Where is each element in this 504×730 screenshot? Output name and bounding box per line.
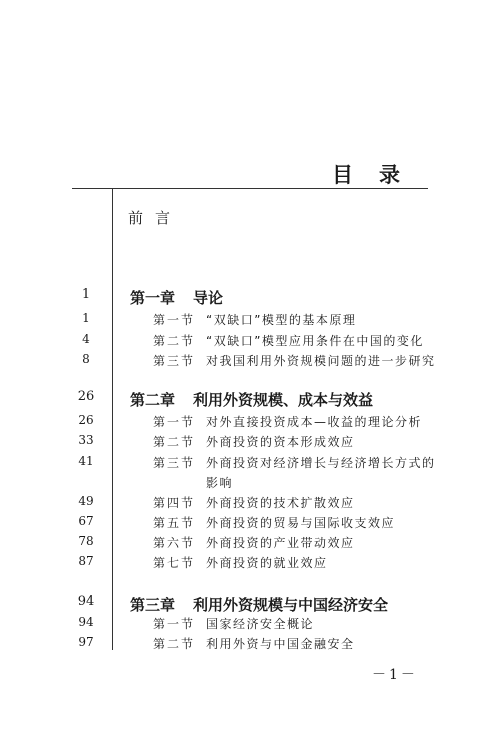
toc-section: [0, 311, 504, 331]
section-label: 第一节: [153, 313, 196, 327]
section-title: “双缺口”模型的基本原理: [206, 313, 357, 327]
toc-section: [0, 554, 504, 574]
toc-section: [0, 332, 504, 352]
chapter-title: 利用外资规模、成本与效益: [193, 391, 374, 409]
section-label: 第七节: [153, 556, 196, 570]
toc-section: [0, 413, 504, 433]
page-number: 87: [78, 554, 94, 568]
toc-section: [0, 433, 504, 453]
section-title-continuation: 影响: [206, 476, 234, 490]
page-number: 8: [82, 352, 90, 366]
page-number: 26: [78, 413, 94, 427]
section-label: 第三节: [153, 354, 196, 368]
toc-chapter-3: [0, 594, 504, 614]
chapter-label: 第二章: [130, 391, 176, 409]
page-number: 94: [78, 615, 94, 629]
section-label: 第一节: [153, 415, 196, 429]
chapter-label: 第三章: [130, 596, 176, 614]
page-number: 41: [78, 454, 94, 468]
page-number: 94: [77, 594, 95, 609]
section-title: 外商投资的产业带动效应: [206, 536, 355, 550]
toc-chapter-2: [0, 389, 504, 409]
page-number: 4: [82, 332, 90, 346]
toc-section-continuation: [0, 474, 504, 494]
section-title: 外商投资的技术扩散效应: [206, 496, 355, 510]
toc-section: [0, 454, 504, 474]
section-title: 外商投资的就业效应: [206, 556, 328, 570]
chapter-title: 导论: [193, 289, 224, 307]
section-title: “双缺口”模型应用条件在中国的变化: [206, 334, 424, 348]
section-title: 外商投资对经济增长与经济增长方式的: [206, 456, 436, 470]
toc-section: [0, 635, 504, 655]
page-number: 26: [77, 389, 95, 404]
section-title: 对我国利用外资规模问题的进一步研究: [206, 354, 436, 368]
chapter-title: 利用外资规模与中国经济安全: [193, 596, 389, 614]
section-label: 第四节: [153, 496, 196, 510]
page-number: 49: [78, 494, 94, 508]
toc-chapter-1: [0, 287, 504, 307]
section-title: 外商投资的资本形成效应: [206, 435, 355, 449]
page-number: 1: [82, 311, 90, 325]
section-label: 第二节: [153, 435, 196, 449]
section-title: 利用外资与中国金融安全: [206, 637, 355, 651]
toc-section: [0, 615, 504, 635]
page-number: 67: [78, 514, 94, 528]
section-title: 外商投资的贸易与国际收支效应: [206, 516, 396, 530]
title-rule: [72, 188, 428, 189]
section-label: 第六节: [153, 536, 196, 550]
page-number: 1: [81, 287, 91, 302]
section-label: 第二节: [153, 637, 196, 651]
section-label: 第三节: [153, 456, 196, 470]
toc-section: [0, 352, 504, 372]
section-label: 第二节: [153, 334, 196, 348]
section-title: 对外直接投资成本—收益的理论分析: [206, 415, 423, 429]
page-number: 78: [78, 534, 94, 548]
toc-section: [0, 514, 504, 534]
toc-section: [0, 494, 504, 514]
section-title: 国家经济安全概论: [206, 617, 315, 631]
section-label: 第一节: [153, 617, 196, 631]
toc-section: [0, 534, 504, 554]
preface-entry: 前言: [128, 209, 183, 227]
toc-title: 目录: [332, 163, 426, 187]
section-label: 第五节: [153, 516, 196, 530]
chapter-label: 第一章: [130, 289, 176, 307]
page-number: 33: [78, 433, 94, 447]
page-folio: －1－: [372, 667, 418, 683]
page-number: 97: [78, 635, 94, 649]
